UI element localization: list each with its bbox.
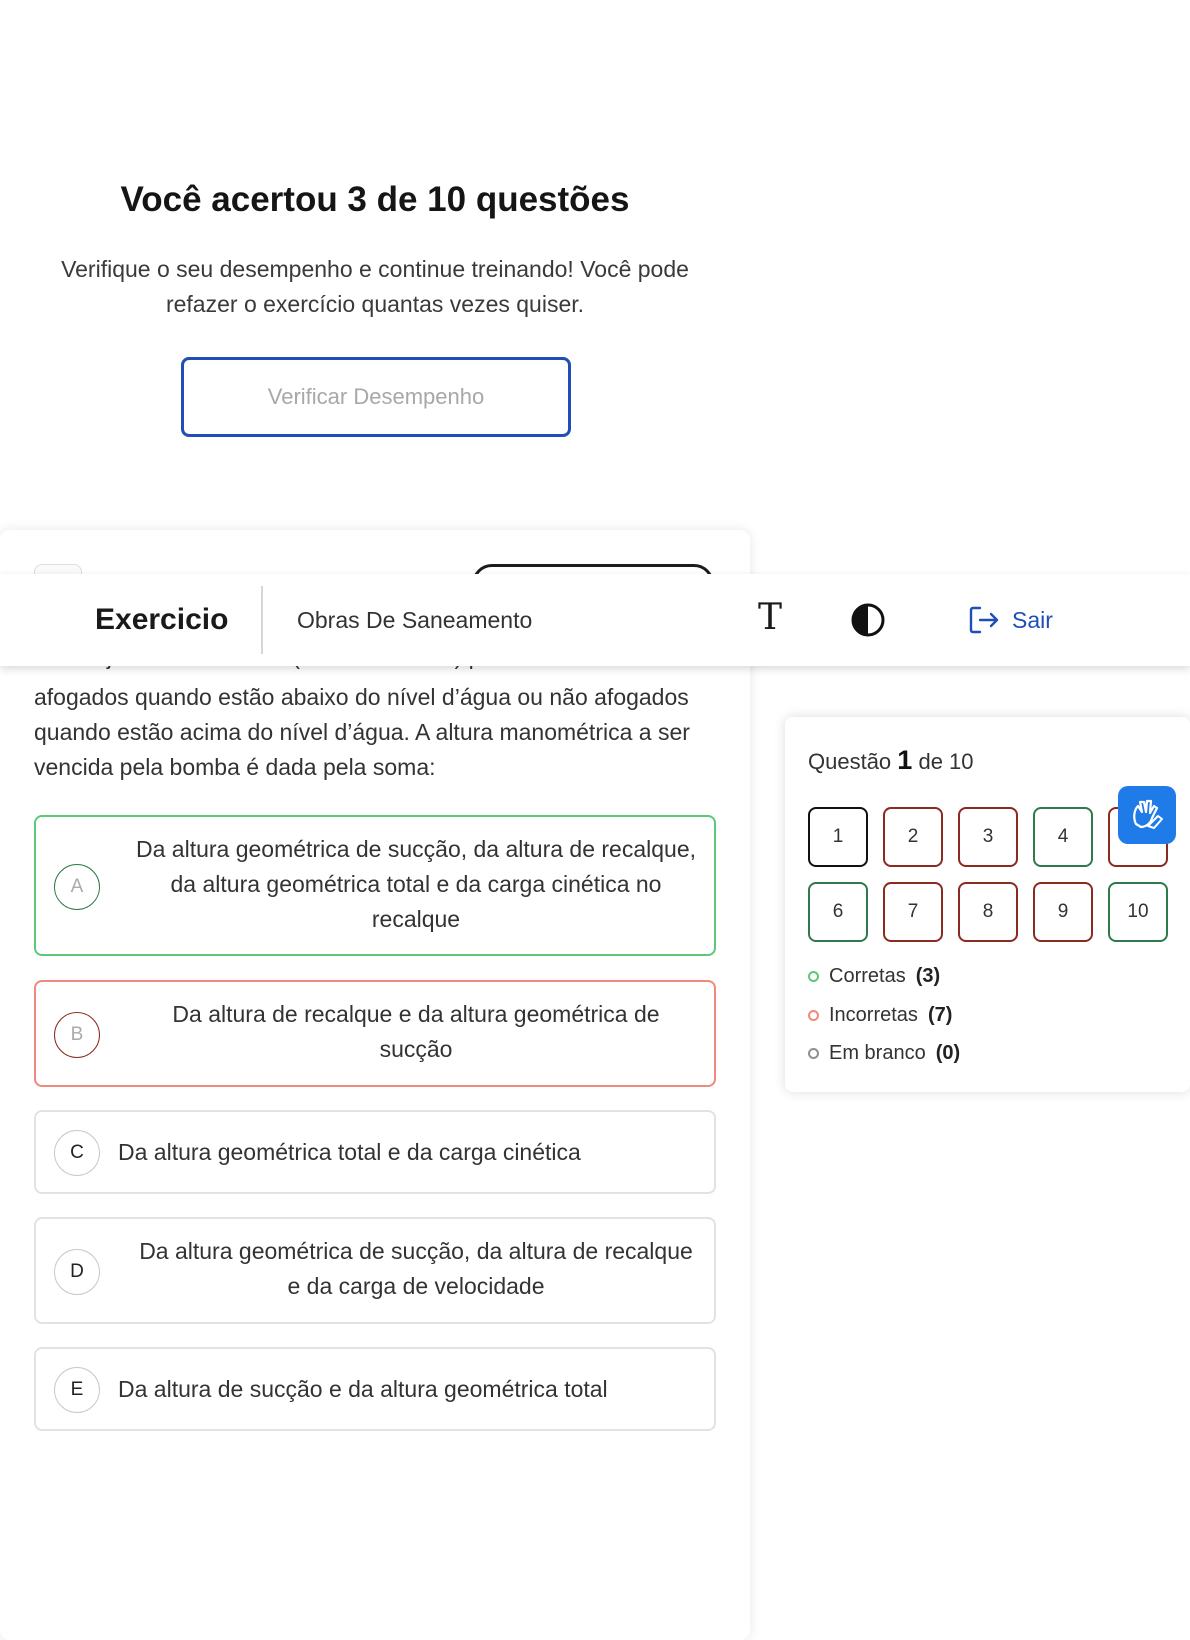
option-text: Da altura geométrica de sucção, da altura de recalque, da altura geométrica total e da carga cinética no recalque [136,836,696,932]
legend-incorrect [808,1004,952,1027]
legend-label: Em branco [829,1042,926,1064]
question-nav-10[interactable]: 10 [1108,882,1168,942]
exit-icon [968,605,1000,635]
correct-dot-icon [808,971,819,982]
option-letter: C [54,1130,100,1176]
question-total: de 10 [918,749,974,774]
subject-name: Obras De Saneamento [297,606,533,633]
question-nav-6[interactable]: 6 [808,882,868,942]
result-title: Você acertou 3 de 10 questões [120,180,630,219]
page-title: Exercicio [95,603,229,636]
verify-performance-button[interactable]: Verificar Desempenho [181,357,571,437]
question-nav-8[interactable]: 8 [958,882,1018,942]
blank-dot-icon [808,1048,819,1059]
legend-label: Corretas [829,965,906,987]
exit-label: Sair [1012,606,1053,633]
option-c[interactable] [34,1110,716,1194]
header-divider [261,586,263,654]
legend-label: Incorretas [829,1004,918,1026]
legend-count: (3) [915,965,941,987]
legend-count: (7) [927,1004,953,1026]
option-letter: B [54,1012,100,1058]
question-counter [808,745,974,776]
legend-blank [808,1042,960,1065]
question-prefix: Questão [808,749,892,774]
question-navigator [785,717,1190,1092]
sign-language-button[interactable] [1118,786,1176,844]
hands-icon [1128,796,1166,834]
option-letter: A [54,864,100,910]
question-nav-4[interactable]: 4 [1033,807,1093,867]
question-nav-1[interactable]: 1 [808,807,868,867]
top-bar [0,574,1190,666]
option-e[interactable] [34,1347,716,1431]
option-text: Da altura geométrica de sucção, da altura de recalque e da carga de velocidade [139,1238,693,1299]
option-a[interactable] [34,815,716,956]
legend-correct [808,965,940,988]
question-nav-9[interactable]: 9 [1033,882,1093,942]
font-size-icon[interactable]: T [757,597,782,638]
current-question-number: 1 [897,745,913,775]
exit-button[interactable] [968,574,1053,666]
option-d[interactable] [34,1217,716,1324]
question-nav-3[interactable]: 3 [958,807,1018,867]
question-text: afogados quando estão abaixo do nível d’água ou não afogados quando estão acima do nível d’água. A altura manométrica a ser vencida pela bomba é dada pela soma: [34,684,690,780]
option-text: Da altura de recalque e da altura geométrica de sucção [172,1001,660,1062]
option-letter: E [54,1367,100,1413]
option-text: Da altura de sucção e da altura geométrica total [118,1376,608,1402]
question-nav-7[interactable]: 7 [883,882,943,942]
question-nav-2[interactable]: 2 [883,807,943,867]
contrast-icon[interactable] [850,602,886,638]
option-b[interactable] [34,980,716,1087]
incorrect-dot-icon [808,1010,819,1021]
result-description: Verifique o seu desempenho e continue treinando! Você pode refazer o exercício quantas vezes quiser. [61,256,689,317]
legend-count: (0) [935,1042,961,1064]
option-text: Da altura geométrica total e da carga cinética [118,1139,581,1165]
option-letter: D [54,1249,100,1295]
